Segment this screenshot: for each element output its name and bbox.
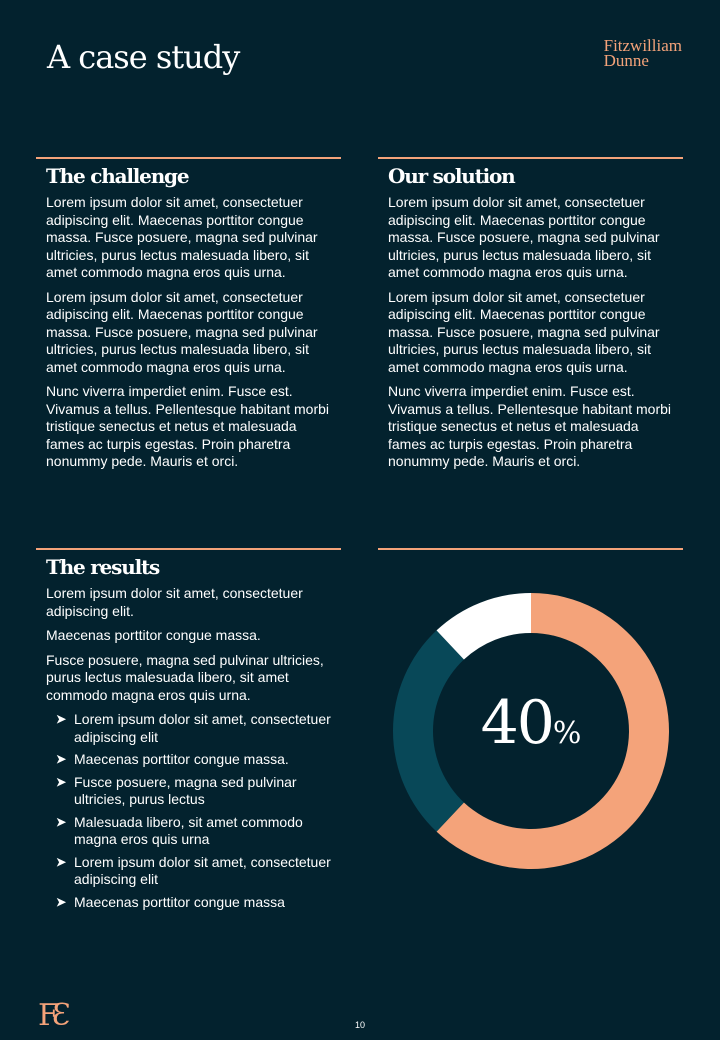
donut-chart	[393, 593, 669, 869]
challenge-paragraph: Lorem ipsum dolor sit amet, consectetuer adipiscing elit. Maecenas porttitor congue massa. Fusce posuere, magna sed pulvinar ultricies, purus lectus malesuada libero, sit amet commodo magna eros quis urna.	[46, 194, 318, 280]
results-bullet-list	[36, 711, 341, 911]
results-section	[36, 548, 341, 916]
list-item	[56, 711, 335, 746]
list-item-text: Lorem ipsum dolor sit amet, consectetuer adipiscing elit	[74, 711, 331, 745]
challenge-paragraph: Nunc viverra imperdiet enim. Fusce est. Vivamus a tellus. Pellentesque habitant morbi tristique senectus et netus et malesuada fames ac turpis egestas. Proin pharetra nonummy pede. Mauris et orci.	[46, 383, 330, 469]
list-item-text: Maecenas porttitor congue massa.	[74, 751, 289, 767]
donut-center-label	[393, 688, 669, 758]
chevron-right-icon: ➤	[56, 774, 67, 789]
chevron-right-icon: ➤	[56, 752, 67, 766]
footer-monogram-logo: FƐ	[38, 998, 64, 1033]
results-paragraph: Maecenas porttitor congue massa.	[46, 627, 261, 643]
results-heading: The results	[46, 555, 160, 579]
solution-section	[378, 157, 683, 478]
challenge-heading: The challenge	[46, 164, 189, 188]
list-item	[56, 894, 335, 912]
chevron-right-icon: ➤	[56, 854, 67, 869]
solution-paragraph: Lorem ipsum dolor sit amet, consectetuer adipiscing elit. Maecenas porttitor congue massa. Fusce posuere, magna sed pulvinar ultricies, purus lectus malesuada libero, sit amet commodo magna eros quis urna.	[388, 288, 660, 375]
list-item	[56, 751, 335, 769]
list-item-text: Maecenas porttitor congue massa	[74, 893, 285, 910]
brand-logo	[604, 38, 682, 68]
list-item	[56, 854, 335, 889]
challenge-section	[36, 157, 341, 478]
solution-paragraph: Lorem ipsum dolor sit amet, consectetuer adipiscing elit. Maecenas porttitor congue massa. Fusce posuere, magna sed pulvinar ultricies, purus lectus malesuada libero, sit amet commodo magna eros quis urna.	[388, 194, 660, 280]
challenge-paragraph: Lorem ipsum dolor sit amet, consectetuer adipiscing elit. Maecenas porttitor congue massa. Fusce posuere, magna sed pulvinar ultricies, purus lectus malesuada libero, sit amet commodo magna eros quis urna.	[46, 288, 318, 375]
list-item-text: Lorem ipsum dolor sit amet, consectetuer adipiscing elit	[74, 853, 331, 887]
donut-center-value: 40	[480, 688, 553, 758]
chevron-right-icon: ➤	[56, 814, 67, 829]
list-item-text: Malesuada libero, sit amet commodo magna eros quis urna	[74, 813, 303, 847]
list-item	[56, 774, 335, 809]
donut-center-unit: %	[552, 716, 582, 751]
list-item	[56, 814, 335, 849]
brand-name-line2: Dunne	[603, 51, 649, 70]
solution-paragraph: Nunc viverra imperdiet enim. Fusce est. Vivamus a tellus. Pellentesque habitant morbi tristique senectus et netus et malesuada fames ac turpis egestas. Proin pharetra nonummy pede. Mauris et orci.	[388, 383, 672, 469]
list-item-text: Fusce posuere, magna sed pulvinar ultricies, purus lectus	[74, 773, 297, 807]
page-title: A case study	[47, 38, 240, 76]
results-paragraph: Fusce posuere, magna sed pulvinar ultricies, purus lectus malesuada libero, sit amet commodo magna eros quis urna.	[46, 651, 324, 703]
results-paragraph: Lorem ipsum dolor sit amet, consectetuer adipiscing elit.	[46, 585, 303, 619]
brand-name-line1: Fitzwilliam	[603, 36, 682, 55]
chart-divider	[378, 548, 683, 550]
chevron-right-icon: ➤	[56, 894, 67, 909]
solution-heading: Our solution	[388, 164, 515, 188]
page-number: 10	[354, 1020, 365, 1030]
chevron-right-icon: ➤	[56, 712, 67, 726]
